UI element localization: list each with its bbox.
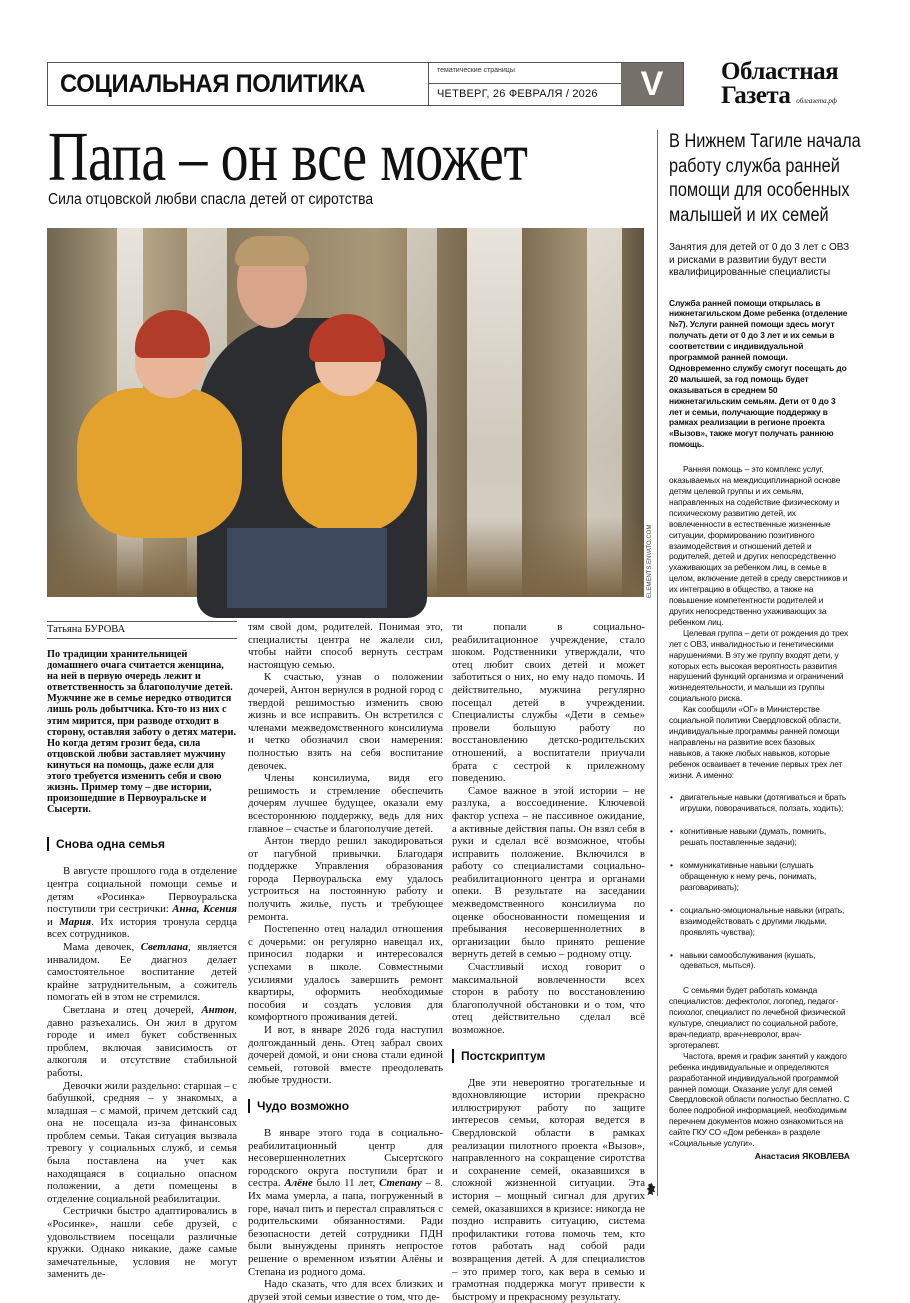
paragraph (47, 1080, 237, 1206)
sidebar-paragraph: Как сообщили «ОГ» в Министерстве социальной политики Свердловской области, индивидуальные программы ранней помощи направлены на развитие всех базовых навыков, а также любых навыков, которые ребенок осваивает в течение первых трех лет жизни. А именно: (669, 704, 843, 780)
sidebar-body (669, 464, 850, 780)
text-run: , давно разъехались. Он жил в другом городе и имел букет собственных проблем, включая зависимость от алкоголя и отсутствие стабильной работы. (47, 1003, 237, 1079)
text-run: Антон твердо решил закодироваться от пагубной привычки. Благодаря поддержке Управления образования города Первоуральска ему удалось устроиться на постоянную работу и получить жилье, пусть и требующее ремонта. (248, 835, 443, 923)
sidebar-title-line: В Нижнем Тагиле начала (669, 131, 861, 152)
paragraph (47, 1205, 237, 1281)
paragraph (452, 785, 645, 961)
sidebar-paragraph: Целевая группа – дети от рождения до трех лет с ОВЗ, инвалидностью и генетическими нарушениями. В эту же группу входят дети, у которых есть высокая вероятность развития нарушений функций организма и ограничений жизнедеятельности, и малыши из группы социального риска. (669, 627, 848, 704)
paragraph (248, 1278, 443, 1303)
text-run: Самое важное в этой истории – не разлука, а воссоединение. Ключевой фактор успеха – не пассивное ожидание, а активные действия папы. Он взял себя в руки и сделал всё возможное, чтобы исправить положение. Включился в работу со специалистами социально-реабилитационного центра и органами опеки. В результате на заседании межведомственного консилиума по оценке обоснованности помещения и пребывания несовершеннолетних в организации было принято решение вернуть детей в семью – родному отцу. (452, 784, 645, 961)
text-run: Надо сказать, что для всех близких и друзей этой семьи известие о том, что де- (248, 1278, 443, 1303)
subheading: Снова одна семья (47, 837, 237, 851)
sidebar-author: Анастасия ЯКОВЛЕВА (754, 1150, 850, 1161)
sidebar-bullet-item: • коммуникативные навыки (слушать обращенную к нему речь, понимать, разговаривать); (669, 860, 850, 893)
article-title: Папа – он все может (48, 119, 528, 196)
issue-date: ЧЕТВЕРГ, 26 ФЕВРАЛЯ / 2026 (437, 88, 598, 100)
person-name: Светлана (140, 940, 189, 953)
paragraph (47, 865, 237, 941)
article-column-2 (248, 621, 444, 1303)
newspaper-logo (721, 60, 838, 113)
sidebar-subtitle: Занятия для детей от 0 до 3 лет с ОВЗ и рисками в развитии будут вести квалифицированные специалисты (669, 242, 850, 278)
text-run: Девочки жили раздельно: старшая – с бабушкой, средняя – у знакомых, а младшая – с мамой, причем детский сад она не посещала из-за финансовых проблем семьи. Такая ситуация вызвала тревогу у социальных служб, и семья была поставлена на учет как находящаяся в социально опасном положении, а дети помещены в отделение социальной реабилитации. (47, 1079, 237, 1205)
sidebar-bullet-item: • социально-эмоциональные навыки (играть, взаимодействовать с другими людьми, проявлять чувства); (669, 905, 850, 938)
text-run: Сестрички быстро адаптировались в «Росинке», нашли себе друзей, с удовольствием посещали различные кружки. Однако никакие, даже самые замечательные, условия не могут заменить де- (47, 1205, 237, 1281)
text-run: Постепенно отец наладил отношения с дочерьми: он регулярно навещал их, приносил подарки и интересовался успехами в школе. Совместными усилиями удалось завершить ремонт квартиры, оформить необходимые пособия и создать условия для комфортного проживания детей. (248, 923, 443, 1024)
sidebar-bullet-item: • двигательные навыки (дотягиваться и брать игрушки, поворачиваться, ползать, ходить); (669, 792, 850, 814)
sidebar-title-line: работу служба ранней (669, 155, 840, 177)
subheading: Постскриптум (452, 1049, 645, 1063)
logo-line1: Областная (721, 58, 839, 85)
paragraph (452, 961, 645, 1037)
paragraph (248, 621, 443, 671)
article-lead: По традиции хранительницей домашнего очага считается женщина, на ней в первую очередь лежит и ответственность за благополучие детей. Мужчине же в семье нередко отводится лишь роль добытчика. Кто-то из них с этим мирится, при разводе отходит в сторону, оставляя заботу о детях матери. Но когда детям грозит беда, сила отцовской любви заставляет мужчину кинуться на помощь, даже если для этого требуется изменить себя и свою жизнь. Пример тому – две истории, произошедшие в Первоуральске и Сысерти. (47, 649, 237, 816)
article-author: Татьяна БУРОВА (47, 621, 237, 639)
paragraph (452, 621, 645, 785)
person-name: Алёне (284, 1177, 313, 1190)
person-name: Мария (59, 915, 92, 928)
section-title: СОЦИАЛЬНАЯ ПОЛИТИКА (60, 69, 366, 98)
section-header (47, 62, 684, 106)
sidebar-lead: Служба ранней помощи открылась в нижнетагильском Доме ребенка (отделение №7). Услуги ранней помощи здесь могут получать дети от 0 до 3 лет и их семьи в соответствии с индивидуальной программой ранней помощи. Одновременно службу смогут посещать до 20 малышей, за год помощь будет оказываться в среднем 50 нижнетагильским семьям. Дети от 0 до 3 лет и семьи, получающие поддержку в рамках реализации в регионе проекта «Вызов», также могут получать раннюю помощь. (669, 297, 848, 450)
text-run: тям свой дом, родителей. Понимая это, специалисты центра не жалели сил, чтобы найти способ вернуть сестрам настоящую семью. (248, 621, 443, 671)
text-run: – 8. Их мама умерла, а папа, погруженный в горе, начал пить и перестал справляться с родительскими обязанностями. Ради безопасности детей сотрудники ПДН были вынуждены принять непростое решение о временном изъятии Алёны и Степана из родного дома. (248, 1177, 444, 1278)
region-emblem-icon (646, 1183, 656, 1196)
article-subtitle: Сила отцовской любви спасла детей от сиротства (48, 191, 374, 208)
text-run: . Их история тронула сердца всех сотрудников. (47, 915, 237, 941)
article-column-3 (452, 621, 645, 1303)
paragraph (248, 835, 443, 923)
photo-credit: ELEMENTS.ENVATO.COM (647, 524, 653, 598)
sidebar-title-line: помощи для особенных (669, 180, 850, 201)
article-photo (47, 228, 644, 597)
text-run: Две эти невероятно трогательные и вдохновляющие истории прекрасно иллюстрируют работу по защите интересов семьи, которая ведется в Свердловской области в рамках реализации пилотного проекта «Вызов», направленного на сокращение сиротства и сохранение семей, оказавшихся в сложной жизненной ситуации. Эта история – мощный сигнал для других семей, оказавшихся в кризисе: никогда не поздно исправить ситуацию, система профилактики готова помочь тем, кто готов работать над собой ради возвращения детей. А для специалистов – это пример того, как вера в семью и грамотная поддержка могут привести к быстрому и прекрасному результату. (452, 1076, 645, 1303)
paragraph (47, 1004, 237, 1080)
text-run: Члены консилиума, видя его решимость и стремление обеспечить дочерям лучшее будущее, оказали ему всестороннюю поддержку, ведь для них главное – счастье и благополучие детей. (248, 772, 443, 835)
subheading: Чудо возможно (248, 1099, 443, 1113)
paragraph (248, 772, 443, 835)
sidebar-bullet-list (669, 792, 850, 971)
text-run: Мама девочек, (63, 940, 141, 953)
paragraph (248, 923, 443, 1024)
issue-info (429, 63, 621, 105)
text-run: В августе прошлого года в отделение центра социальной помощи семье и детям «Росинка» Первоуральска поступили три сестрички: (47, 865, 237, 916)
section-title-box (48, 63, 429, 105)
logo-line2: Газета (721, 82, 791, 109)
text-run: и (47, 915, 60, 928)
person-name: Анна, Ксения (172, 903, 237, 916)
sidebar-paragraph: Частота, время и график занятий у каждого ребенка индивидуальные и определяются разработанной индивидуальной программой ранней помощи. Оказание услуг для семей Свердловской области полностью бесплатно. С более подробной информацией, необходимым перечнем документов можно ознакомиться на сайте ГКУ СО «Дом ребенка» в разделе «Социальные услуги». (669, 1050, 850, 1149)
person-name: Степану (379, 1177, 422, 1190)
sidebar-bullet-item: • навыки самообслуживания (кушать, одеваться, мыться). (669, 950, 850, 972)
sidebar-title (669, 130, 861, 228)
text-run: К счастью, узнав о положении дочерей, Антон вернулся в родной город с твердой решимостью изменить свою жизнь и все исправить. Он встретился с членами межведомственного консилиума и четко обозначил свои намерения: полностью взять на себя воспитание девочек. (248, 671, 443, 772)
text-run: ти попали в социально-реабилитационное учреждение, стало шоком. Родственники утверждали, что отец любит своих детей и может заботиться о них, но ему надо помочь. И действительно, мужчина регулярно посещал детей в учреждении. Специалисты службы «Дети в семье» провели большую работу по восстановлению детско-родительских отношений, а воспитатели приучали брата с сестрой к прилежному поведению. (452, 621, 645, 785)
text-run: И вот, в январе 2026 года наступил долгожданный день. Отец забрал своих дочерей домой, и они снова стали единой семьей, готовой вместе преодолевать любые трудности. (248, 1024, 443, 1087)
paragraph (248, 671, 443, 772)
text-run: Счастливый исход говорит о максимальной вовлеченности всех сторон в работу по восстановлению благополучной обстановки и о том, что отец действительно сделал всё возможное. (452, 961, 645, 1036)
sidebar-article (657, 130, 861, 1196)
text-run: Светлана и отец дочерей, (63, 1003, 202, 1016)
sidebar-bullet-item: • когнитивные навыки (думать, помнить, решать поставленные задачи); (669, 826, 850, 848)
sidebar-paragraph: Ранняя помощь – это комплекс услуг, оказываемых на междисциплинарной основе детям целевой группы и их семьям, направленных на содействие физическому и психическому развитию детей, их вовлеченности в естественные жизненные ситуации, формированию позитивного взаимодействия и отношений детей и родителей, детей и других непосредственно ухаживающих за ребенком лиц, в семье в целом, включение детей в среду сверстников и их интеграцию в общество, а также на повышение компетентности родителей и других непосредственно ухаживающих за ребенком лиц. (669, 464, 848, 627)
paragraph (248, 1127, 443, 1278)
pages-tag: тематические страницы (429, 63, 621, 84)
text-run: В январе этого года в социально-реабилитационный центр для несовершеннолетних Сысертского городского округа поступили брат и сестра. (248, 1126, 443, 1190)
paragraph (47, 941, 237, 1004)
page-letter: V (621, 63, 683, 105)
paragraph (452, 1077, 645, 1303)
article-column-1 (47, 621, 238, 1281)
sidebar-title-line: малышей и их семей (669, 204, 829, 226)
logo-site: облгазета.рф (796, 97, 837, 105)
sidebar-paragraph: С семьями будет работать команда специалистов: дефектолог, логопед, педагог-психолог, специалист по лечебной физической культуре, специалист по социальной работе, врач-педиатр, врач-невролог, врач-эрготерапевт. (669, 985, 846, 1050)
paragraph (248, 1024, 443, 1087)
text-run: , является инвалидом. Ее диагноз делает самостоятельное воспитание детей крайне затруднительным, а сожитель помогать ей в этом не стремился. (47, 940, 238, 1004)
sidebar-body-2 (669, 985, 850, 1149)
text-run: было 11 лет, (312, 1177, 380, 1190)
person-name: Антон (201, 1003, 235, 1016)
